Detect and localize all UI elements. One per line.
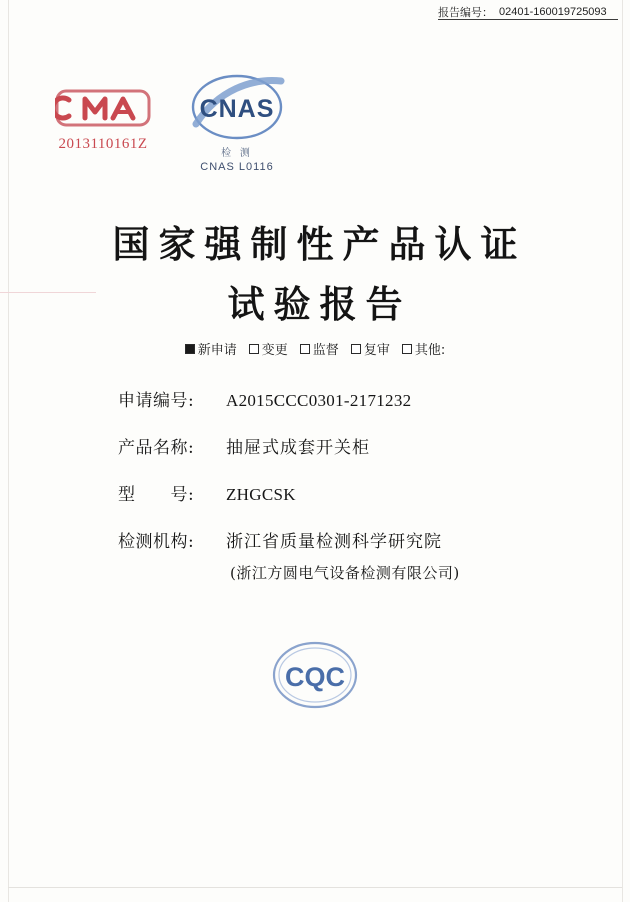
cnas-mark-block [176, 72, 298, 173]
field-value-test-organization: 浙江省质量检测科学研究院 [226, 532, 442, 552]
cqc-logo-icon [260, 636, 370, 719]
checkbox-icon[interactable] [351, 344, 361, 354]
report-number-underline [438, 19, 618, 20]
cma-logo-icon [55, 88, 151, 128]
field-row [118, 480, 538, 505]
field-row [118, 433, 538, 458]
field-value-model: ZHGCSK [226, 485, 296, 504]
svg-text:CQC: CQC [285, 662, 345, 692]
cqc-mark-block [0, 636, 630, 719]
cnas-id: CNAS L0116 [200, 161, 274, 173]
field-value-product-name: 抽屉式成套开关柜 [226, 438, 370, 458]
application-type-option[interactable] [300, 339, 339, 358]
checkbox-icon[interactable] [300, 344, 310, 354]
application-type-option[interactable] [249, 339, 288, 358]
document-title-line1: 国家强制性产品认证 [112, 222, 527, 266]
field-label-model: 型 号: [118, 485, 195, 505]
checkbox-icon[interactable] [185, 344, 195, 354]
application-type-label: 其他: [414, 343, 446, 358]
cma-code: 2013110161Z [58, 136, 148, 152]
report-number-value: 02401-160019725093 [499, 6, 607, 18]
application-type-row [0, 339, 630, 358]
application-type-label: 变更 [261, 343, 288, 358]
application-type-label: 新申请 [197, 343, 237, 358]
field-value-application-number: A2015CCC0301-2171232 [226, 391, 412, 410]
report-number [438, 4, 618, 20]
cnas-subtitle: 检 测 [221, 148, 253, 159]
checkbox-icon[interactable] [402, 344, 412, 354]
application-type-label: 监督 [312, 343, 339, 358]
field-label-application-number: 申请编号: [118, 391, 195, 411]
application-type-option[interactable] [402, 339, 445, 358]
checkbox-icon[interactable] [249, 344, 259, 354]
field-row [118, 527, 538, 552]
field-list [118, 386, 538, 603]
field-label-test-organization: 检测机构: [118, 532, 195, 552]
field-label-product-name: 产品名称: [118, 438, 195, 458]
report-number-label: 报告编号： [438, 7, 493, 19]
page-edge-bottom [8, 887, 622, 888]
page-edge-left [8, 0, 9, 902]
application-type-option[interactable] [185, 339, 237, 358]
svg-text:CNAS: CNAS [199, 95, 275, 123]
application-type-label: 复审 [363, 343, 390, 358]
cnas-logo-icon [182, 72, 292, 146]
application-type-option[interactable] [351, 339, 390, 358]
page-edge-right [622, 0, 623, 902]
field-row [118, 386, 538, 411]
document-title-line2: 试验报告 [227, 282, 412, 326]
cma-mark-block [38, 88, 168, 153]
field-value-test-organization-sub: (浙江方圆电气设备检测有限公司) [230, 564, 460, 582]
